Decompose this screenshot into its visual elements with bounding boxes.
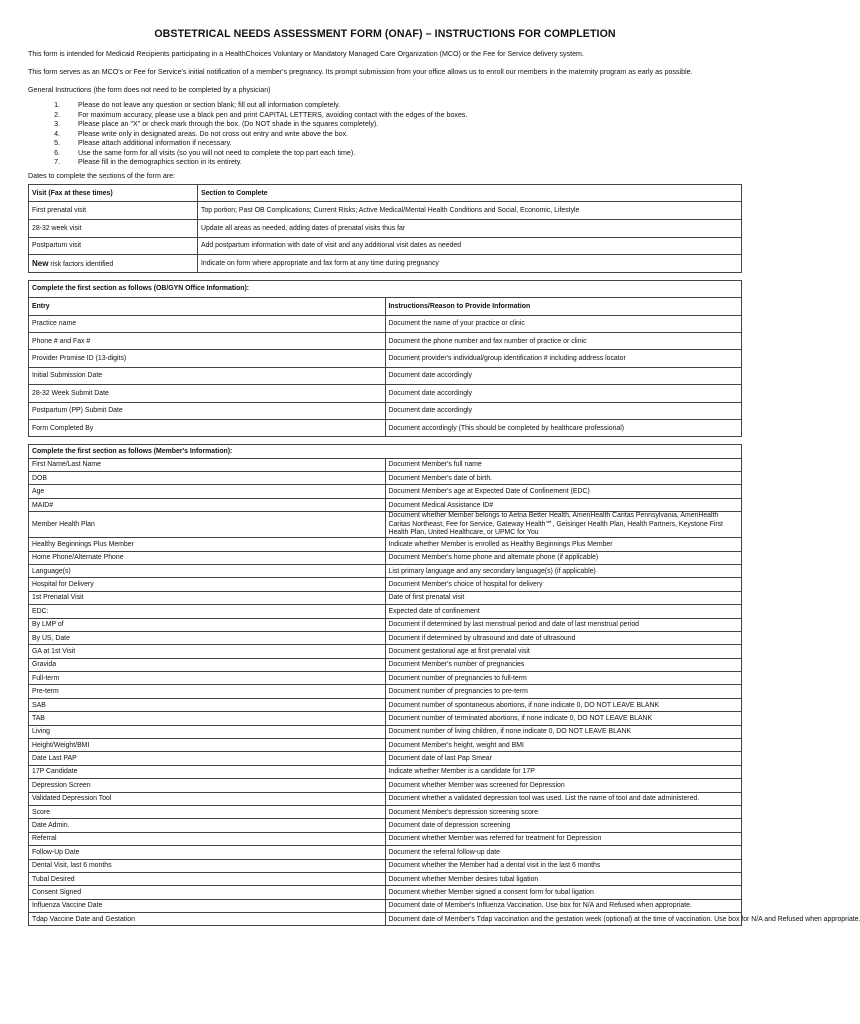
table-row	[29, 402, 742, 419]
instruction-cell: Document if determined by last menstrual period and date of last menstrual period	[385, 618, 742, 631]
instruction-cell: Document whether a validated depression tool was used. List the name of tool and date administered.	[385, 792, 742, 805]
entry-cell: Postpartum (PP) Submit Date	[29, 402, 386, 419]
entry-cell: Pre-term	[29, 685, 386, 698]
instruction-cell: Document date of last Pap Smear	[385, 752, 742, 765]
instructions-list	[28, 101, 742, 168]
table-row	[29, 819, 742, 832]
table-row	[29, 605, 742, 618]
instruction-cell: Document whether Member was screened for Depression	[385, 779, 742, 792]
entry-cell: Age	[29, 485, 386, 498]
instruction-cell: Document Member's home phone and alternate phone (if applicable)	[385, 551, 742, 564]
table-row	[29, 739, 742, 752]
instruction-item: 5. Please attach additional information if necessary.	[62, 139, 742, 149]
table-row	[29, 485, 742, 498]
entry-cell: Tubal Desired	[29, 872, 386, 885]
instruction-cell: Expected date of confinement	[385, 605, 742, 618]
header-visit: Visit (Fax at these times)	[29, 184, 198, 202]
table-row	[29, 752, 742, 765]
entry-cell: Date Last PAP	[29, 752, 386, 765]
table-row	[29, 725, 742, 738]
table-row	[29, 846, 742, 859]
instruction-item: 4. Please write only in designated areas. Do not cross out entry and write above the box.	[62, 130, 742, 140]
member-info-table	[28, 444, 860, 926]
table-row	[29, 591, 742, 604]
entry-cell: By LMP of	[29, 618, 386, 631]
instruction-cell: Add postpartum information with date of visit and any additional visit dates as needed	[198, 237, 742, 255]
instruction-item: 3. Please place an "X" or check mark through the box. (Do NOT shade in the squares completely).	[62, 120, 742, 130]
table-row	[29, 712, 742, 725]
instruction-cell: Document number of pregnancies to full-term	[385, 672, 742, 685]
entry-cell: Postpartum visit	[29, 237, 198, 255]
instruction-cell: Indicate whether Member is enrolled as Healthy Beginnings Plus Member	[385, 538, 742, 551]
member-section-title-row	[29, 445, 742, 458]
instruction-cell: Document date accordingly	[385, 367, 742, 384]
entry-cell: Influenza Vaccine Date	[29, 899, 386, 912]
instruction-cell: Document date of Member's Tdap vaccination and the gestation week (optional) at the time of vaccination. Use box for N/A and Refused when appropriate.	[385, 913, 742, 926]
instruction-cell: Document date accordingly	[385, 385, 742, 402]
header-section: Section to Complete	[198, 184, 742, 202]
entry-cell: Home Phone/Alternate Phone	[29, 551, 386, 564]
office-table-header	[29, 298, 742, 315]
form-title: OBSTETRICAL NEEDS ASSESSMENT FORM (ONAF) – INSTRUCTIONS FOR COMPLETION	[154, 28, 616, 40]
entry-cell: 17P Candidate	[29, 765, 386, 778]
table-row	[29, 458, 742, 471]
instruction-cell: Document whether Member desires tubal ligation	[385, 872, 742, 885]
intro-paragraph-1: This form is intended for Medicaid Recipients participating in a HealthChoices Voluntary or Mandatory Managed Care Organization (MCO) or the Fee for Service delivery system.	[28, 50, 584, 58]
instruction-item: 6. Use the same form for all visits (so you will not need to complete the top part each time).	[62, 149, 742, 159]
new-risk-cell	[29, 255, 198, 273]
instruction-cell: Document gestational age at first prenatal visit	[385, 645, 742, 658]
table-row	[29, 859, 742, 872]
entry-cell: SAB	[29, 698, 386, 711]
entry-cell: Initial Submission Date	[29, 367, 386, 384]
entry-cell: Tdap Vaccine Date and Gestation	[29, 913, 386, 926]
instruction-item: 7. Please fill in the demographics section in its entirety.	[62, 158, 742, 168]
table-row	[29, 618, 742, 631]
table-row	[29, 658, 742, 671]
table-row	[29, 886, 742, 899]
instruction-cell: Update all areas as needed, adding dates of prenatal visits thus far	[198, 220, 742, 238]
instruction-cell: Document the name of your practice or clinic	[385, 315, 742, 332]
new-word: New	[32, 259, 49, 268]
table-row	[29, 237, 742, 255]
table-row	[29, 698, 742, 711]
entry-cell: Hospital for Delivery	[29, 578, 386, 591]
table-row	[29, 578, 742, 591]
table-row	[29, 551, 742, 564]
general-instructions-heading: General Instructions (the form does not need to be completed by a physician)	[28, 86, 271, 94]
instruction-cell: Document whether the Member had a dental visit in the last 6 months	[385, 859, 742, 872]
entry-cell: Gravida	[29, 658, 386, 671]
instruction-cell: Document whether Member signed a consent form for tubal ligation	[385, 886, 742, 899]
entry-cell: EDC:	[29, 605, 386, 618]
table-row	[29, 350, 742, 367]
entry-cell: Consent Signed	[29, 886, 386, 899]
instruction-cell: Document Member's number of pregnancies	[385, 658, 742, 671]
instruction-item: 1. Please do not leave any question or section blank; fill out all information completely.	[62, 101, 742, 111]
instruction-cell: Top portion; Past OB Complications; Current Risks; Active Medical/Mental Health Conditions and Social, Economic, Lifestyle	[198, 202, 742, 220]
entry-cell: First prenatal visit	[29, 202, 198, 220]
entry-cell: MAID#	[29, 498, 386, 511]
table-row	[29, 805, 742, 818]
instruction-cell: Document number of spontaneous abortions, if none indicate 0, DO NOT LEAVE BLANK	[385, 698, 742, 711]
intro-paragraph-2: This form serves as an MCO's or Fee for Service's initial notification of a member's pregnancy. Its prompt submission from your office allows us to enroll our members in the maternity program as early as possible.	[28, 68, 693, 76]
table-row	[29, 498, 742, 511]
instruction-cell: Document number of terminated abortions, if none indicate 0, DO NOT LEAVE BLANK	[385, 712, 742, 725]
instruction-item: 2. For maximum accuracy, please use a black pen and print CAPITAL LETTERS, avoiding contact with the edges of the boxes.	[62, 111, 742, 121]
instruction-cell: Document Member's height, weight and BMI	[385, 739, 742, 752]
table-row	[29, 538, 742, 551]
instruction-cell: Document Member's depression screening score	[385, 805, 742, 818]
entry-cell: Form Completed By	[29, 419, 386, 436]
table-row	[29, 472, 742, 485]
office-section-title-row	[29, 280, 742, 297]
table-row	[29, 672, 742, 685]
entry-cell: Phone # and Fax #	[29, 332, 386, 349]
table-row	[29, 385, 742, 402]
table-row	[29, 631, 742, 644]
instruction-cell: Date of first prenatal visit	[385, 591, 742, 604]
instruction-cell: Document date of depression screening	[385, 819, 742, 832]
table-row	[29, 332, 742, 349]
entry-cell: Date Admin.	[29, 819, 386, 832]
entry-cell: Dental Visit, last 6 months	[29, 859, 386, 872]
table-row	[29, 367, 742, 384]
entry-cell: DOB	[29, 472, 386, 485]
instruction-cell: Document the referral follow-up date	[385, 846, 742, 859]
table-row	[29, 872, 742, 885]
entry-cell: 28-32 week visit	[29, 220, 198, 238]
entry-cell: Provider Promise ID (13-digits)	[29, 350, 386, 367]
office-section-title: Complete the first section as follows (OB/GYN Office Information):	[29, 280, 742, 297]
table-row	[29, 220, 742, 238]
instruction-cell: Document Member's choice of hospital for delivery	[385, 578, 742, 591]
table-row	[29, 913, 742, 926]
header-entry: Entry	[29, 298, 386, 315]
instruction-cell: Document Member's full name	[385, 458, 742, 471]
office-info-table	[28, 280, 742, 438]
entry-cell: Full-term	[29, 672, 386, 685]
table-row	[29, 512, 742, 538]
instruction-cell: Document accordingly (This should be completed by healthcare professional)	[385, 419, 742, 436]
entry-cell: By US, Date	[29, 631, 386, 644]
entry-cell: Height/Weight/BMI	[29, 739, 386, 752]
entry-cell: Depression Screen	[29, 779, 386, 792]
table-row	[29, 779, 742, 792]
entry-cell: 28-32 Week Submit Date	[29, 385, 386, 402]
instruction-cell: Indicate whether Member is a candidate for 17P	[385, 765, 742, 778]
member-section-title: Complete the first section as follows (Member's Information):	[29, 445, 742, 458]
entry-cell: Follow-Up Date	[29, 846, 386, 859]
table-row	[29, 564, 742, 577]
instruction-cell: Document if determined by ultrasound and date of ultrasound	[385, 631, 742, 644]
instruction-cell: Document whether Member was referred for treatment for Depression	[385, 832, 742, 845]
table-row	[29, 419, 742, 436]
entry-cell: 1st Prenatal Visit	[29, 591, 386, 604]
entry-cell: TAB	[29, 712, 386, 725]
entry-cell: Practice name	[29, 315, 386, 332]
entry-cell: Living	[29, 725, 386, 738]
instruction-cell: Document date accordingly	[385, 402, 742, 419]
table-row	[29, 832, 742, 845]
table-row	[29, 315, 742, 332]
instruction-cell: Document number of living children, if none indicate 0, DO NOT LEAVE BLANK	[385, 725, 742, 738]
table-row	[29, 685, 742, 698]
entry-cell: GA at 1st Visit	[29, 645, 386, 658]
instruction-cell: Document date of Member's Influenza Vaccination. Use box for N/A and Refused when appropriate.	[385, 899, 742, 912]
instruction-cell: Document Medical Assistance ID#	[385, 498, 742, 511]
visit-table	[28, 184, 742, 273]
instruction-cell: List primary language and any secondary language(s) (if applicable)	[385, 564, 742, 577]
instruction-cell: Document number of pregnancies to pre-term	[385, 685, 742, 698]
table-row	[29, 645, 742, 658]
entry-cell: Score	[29, 805, 386, 818]
header-instructions: Instructions/Reason to Provide Information	[385, 298, 742, 315]
table-row	[29, 792, 742, 805]
instruction-cell: Document Member's date of birth.	[385, 472, 742, 485]
table-row	[29, 255, 742, 273]
instruction-cell: Document Member's age at Expected Date of Confinement (EDC)	[385, 485, 742, 498]
entry-cell: Member Health Plan	[29, 512, 386, 538]
instruction-cell: Document whether Member belongs to Aetna Better Health, AmeriHealth Caritas Pennsylvania, AmeriHealth Caritas Northeast, Fee for Service, Gateway Health℠, Geisinger Health Plan, Health Partners, Keystone First Health Plan, United Healthcare, or UPMC for You	[385, 512, 742, 538]
entry-cell: First Name/Last Name	[29, 458, 386, 471]
instruction-cell: Document the phone number and fax number of practice or clinic	[385, 332, 742, 349]
table-row	[29, 202, 742, 220]
new-risk-section: Indicate on form where appropriate and fax form at any time during pregnancy	[198, 255, 742, 273]
new-risk-text: risk factors identified	[48, 261, 114, 268]
instruction-cell: Document provider's individual/group identification # including address locator	[385, 350, 742, 367]
table-row	[29, 899, 742, 912]
dates-label: Dates to complete the sections of the form are:	[28, 171, 176, 180]
visit-table-header	[29, 184, 742, 202]
entry-cell: Language(s)	[29, 564, 386, 577]
entry-cell: Validated Depression Tool	[29, 792, 386, 805]
entry-cell: Healthy Beginnings Plus Member	[29, 538, 386, 551]
entry-cell: Referral	[29, 832, 386, 845]
table-row	[29, 765, 742, 778]
